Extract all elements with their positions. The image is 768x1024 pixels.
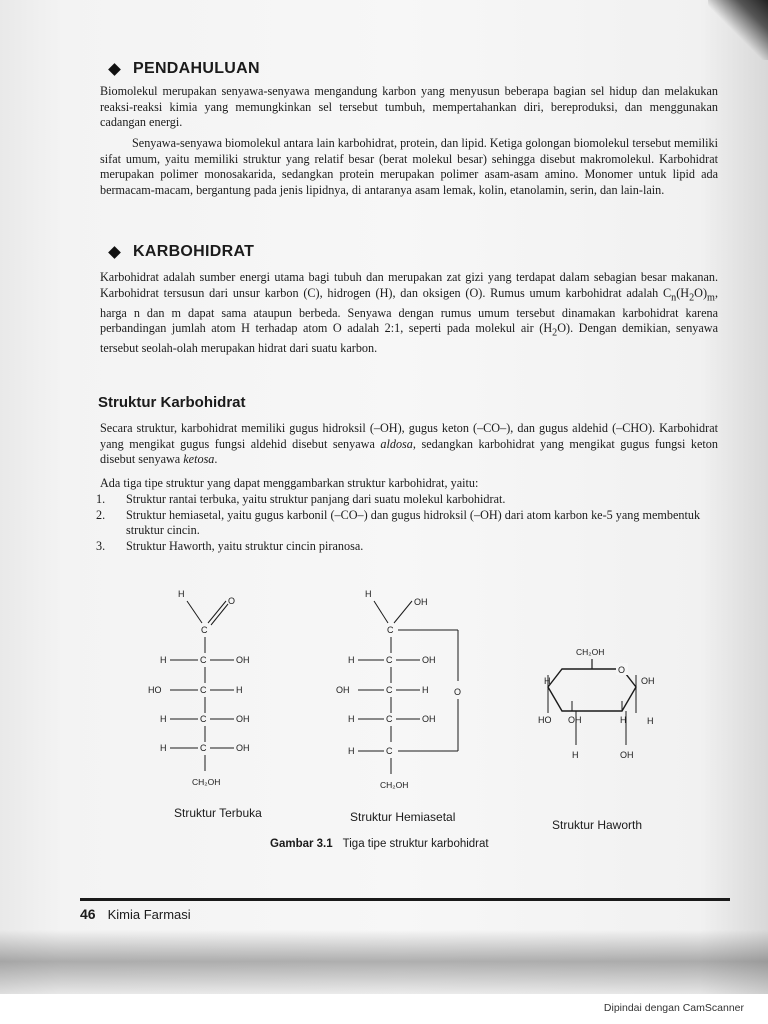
svg-text:H: H [647, 716, 654, 726]
svg-text:C: C [200, 685, 207, 695]
caption-number: Gambar 3.1 [270, 838, 333, 850]
svg-text:H: H [160, 714, 167, 724]
figure-label-terbuka: Struktur Terbuka [174, 806, 262, 820]
svg-text:H: H [236, 685, 243, 695]
section-title: KARBOHIDRAT [133, 243, 255, 260]
structure-type-list [96, 492, 716, 554]
subsection-title-struktur: Struktur Karbohidrat [98, 394, 246, 411]
figure-label-hemiasetal: Struktur Hemiasetal [350, 810, 456, 824]
paragraph-pendahuluan-1: Biomolekul merupakan senyawa-senyawa mengandung karbon yang menyusun beberapa bagian sel hidup dan melakukan reaksi-reaksi kimia yang memungkinkan sel tersebut tumbuh, mempertahankan diri, bereproduksi, dan menggunakan cadangan energi. [100, 84, 718, 130]
list-item: 3. Struktur Haworth, yaitu struktur cincin piranosa. [96, 538, 364, 553]
diamond-bullet-icon [108, 246, 121, 259]
page-number: 46 [80, 906, 96, 922]
svg-text:H: H [572, 750, 579, 760]
svg-text:H: H [365, 589, 372, 599]
book-title: Kimia Farmasi [107, 907, 191, 922]
list-item: 1. Struktur rantai terbuka, yaitu struktur panjang dari suatu molekul karbohidrat. [96, 492, 506, 506]
svg-text:OH: OH [236, 655, 250, 665]
svg-text:H: H [160, 655, 167, 665]
svg-text:OH: OH [568, 715, 582, 725]
section-heading-pendahuluan [108, 60, 260, 78]
paragraph-struktur: Secara struktur, karbohidrat memiliki gugus hidroksil (–OH), gugus keton (–CO–), dan gugus aldehid (–CHO). Karbohidrat yang mengikat gugus fungsi aldehid disebut senyawa aldosa, sedangkan karbohidrat yang mengikat gugus fungsi keton disebut senyawa ketosa. [100, 421, 718, 467]
svg-text:H: H [178, 589, 185, 599]
hemiacetal-structure [336, 589, 461, 790]
svg-text:C: C [386, 746, 393, 756]
svg-text:HO: HO [148, 685, 162, 695]
page-footer [80, 906, 191, 922]
svg-text:H: H [160, 743, 167, 753]
svg-text:OH: OH [620, 750, 634, 760]
svg-text:OH: OH [422, 655, 436, 665]
svg-text:CH₂OH: CH₂OH [380, 780, 409, 790]
svg-text:C: C [200, 743, 207, 753]
svg-text:HO: HO [538, 715, 552, 725]
svg-text:C: C [387, 625, 394, 635]
paragraph-tipe-intro: Ada tiga tipe struktur yang dapat menggambarkan struktur karbohidrat, yaitu: [100, 476, 479, 490]
section-title: PENDAHULUAN [133, 60, 260, 77]
svg-text:OH: OH [236, 714, 250, 724]
section-heading-karbohidrat [108, 243, 254, 261]
svg-text:OH: OH [236, 743, 250, 753]
caption-text: Tiga tipe struktur karbohidrat [342, 838, 489, 850]
svg-text:H: H [620, 715, 627, 725]
svg-text:H: H [348, 655, 355, 665]
svg-text:C: C [200, 714, 207, 724]
svg-text:H: H [544, 676, 551, 686]
svg-text:H: H [348, 746, 355, 756]
figure-caption [270, 838, 489, 850]
svg-text:OH: OH [336, 685, 350, 695]
open-chain-structure [148, 589, 250, 787]
svg-text:OH: OH [422, 714, 436, 724]
svg-text:C: C [201, 625, 208, 635]
diamond-bullet-icon [108, 63, 121, 76]
svg-text:O: O [228, 596, 236, 606]
svg-text:OH: OH [641, 676, 655, 686]
figure-label-haworth: Struktur Haworth [552, 818, 643, 832]
page-corner-shadow [708, 0, 768, 60]
svg-text:C: C [200, 655, 207, 665]
svg-text:H: H [422, 685, 429, 695]
svg-text:CH₂OH: CH₂OH [576, 647, 605, 657]
carbohydrate-structures-figure [130, 585, 710, 795]
svg-text:C: C [386, 685, 393, 695]
list-item: 2. Struktur hemiasetal, yaitu gugus karbonil (–CO–) dan gugus hidroksil (–OH) dari atom karbon ke-5 yang membentuk struktur cincin. [96, 507, 701, 538]
svg-text:O: O [618, 665, 626, 675]
svg-text:OH: OH [414, 597, 428, 607]
svg-text:CH₂OH: CH₂OH [192, 777, 221, 787]
haworth-structure [538, 647, 655, 760]
svg-text:H: H [348, 714, 355, 724]
paragraph-pendahuluan-2: Senyawa-senyawa biomolekul antara lain karbohidrat, protein, dan lipid. Ketiga golongan biomolekul tersebut memiliki sifat umum, yaitu memiliki struktur yang relatif besar (berat molekul besar) sehingga disebut makromolekul. Karbohidrat merupakan polimer monosakarida, sedangkan protein merupakan polimer asam-asam amino. Monomer untuk lipid ada bermacam-macam, bergantung pada jenis lipidnya, di antaranya asam lemak, kolin, etanolamin, serin, dan lain-lain. [100, 136, 718, 197]
scanner-watermark: Dipindai dengan CamScanner [603, 1002, 744, 1014]
svg-text:C: C [386, 655, 393, 665]
scan-shadow [0, 930, 768, 1000]
svg-text:O: O [454, 687, 462, 697]
footer-rule [80, 898, 730, 901]
paragraph-karbohidrat: Karbohidrat adalah sumber energi utama bagi tubuh dan merupakan zat gizi yang terdapat dalam sebagian besar makanan. Karbohidrat tersusun dari unsur karbon (C), hidrogen (H), dan oksigen (O). Rumus umum karbohidrat adalah $C_n(H_2O)_m$, harga n dan m dapat sama ataupun berbeda. Senyawa dengan rumus umum tersebut dinamakan karbohidrat karena perbandingan jumlah atom H terhadap atom O adalah 2:1, seperti pada molekul air $(H_2O)$. Dengan demikian, senyawa tersebut seolah-olah merupakan hidrat dari suatu karbon. [100, 270, 719, 356]
svg-text:C: C [386, 714, 393, 724]
